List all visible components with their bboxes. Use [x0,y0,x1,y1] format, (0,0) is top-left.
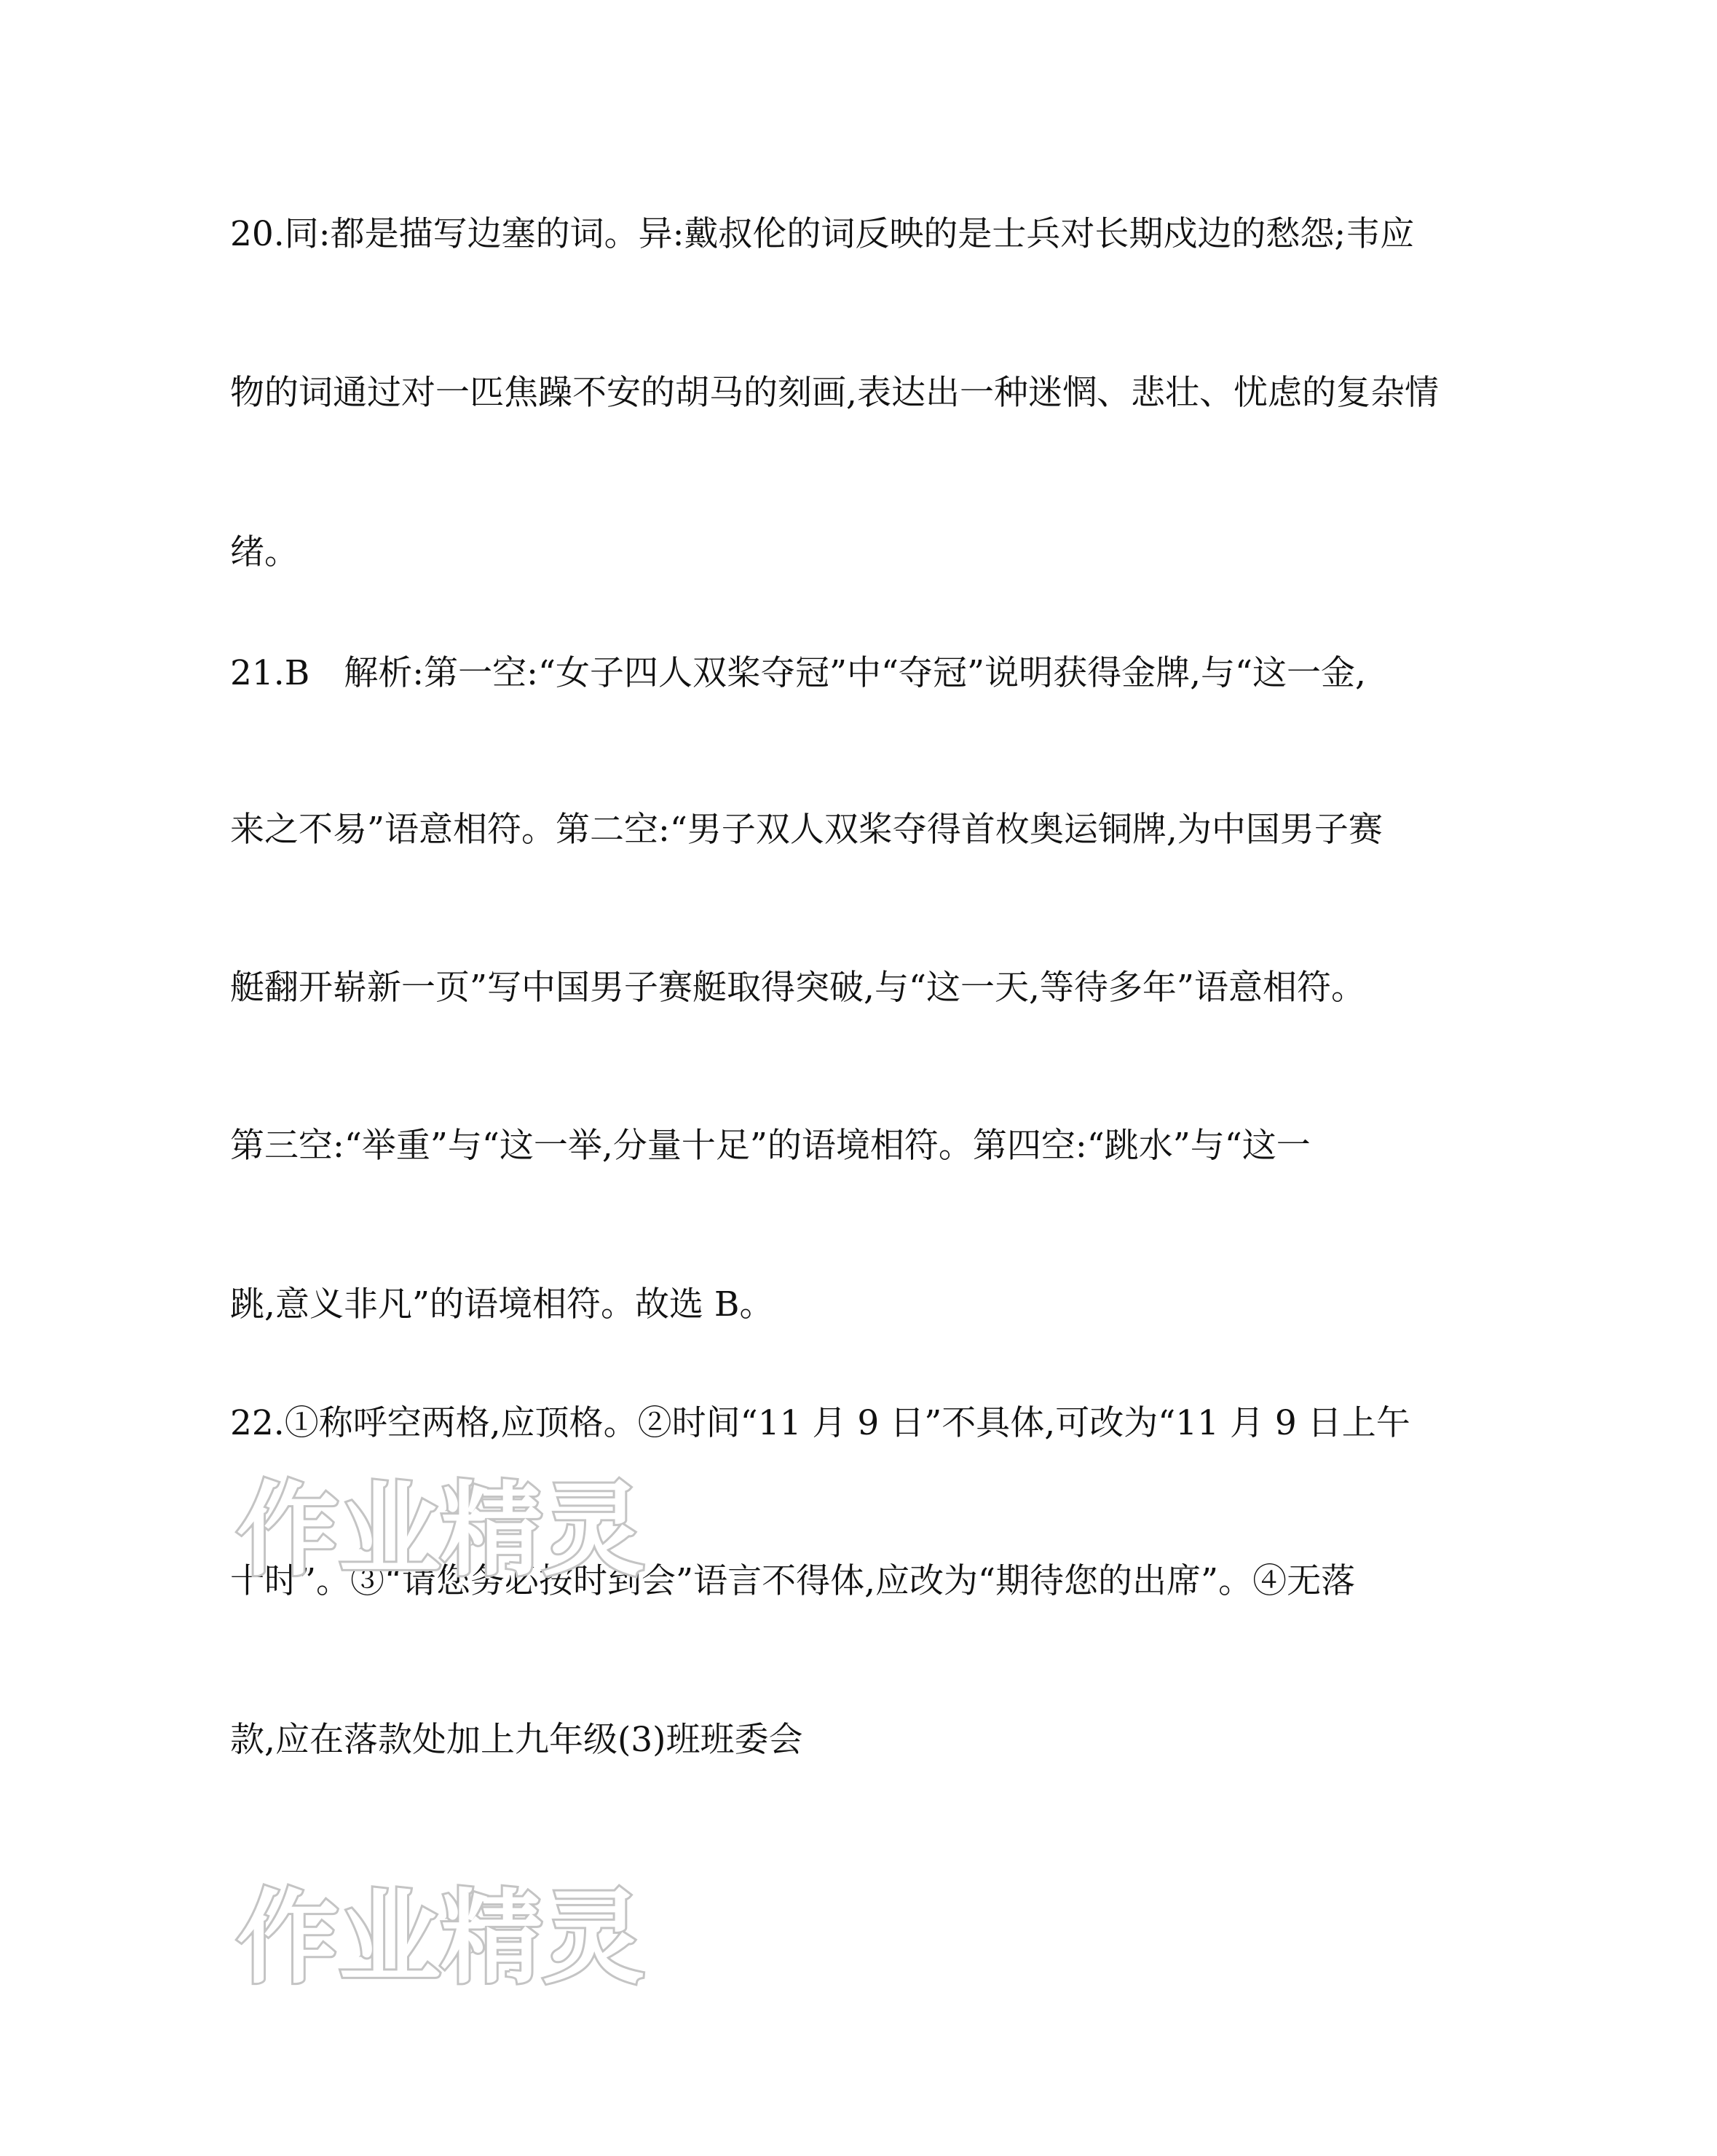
answer-21-line-3: 艇翻开崭新一页”写中国男子赛艇取得突破,与“这一天,等待多年”语意相符。 [230,968,1365,1008]
watermark-text: 作业精灵 [237,1472,645,1590]
answer-21-line-2: 来之不易”语意相符。第二空:“男子双人双桨夺得首枚奥运铜牌,为中国男子赛 [230,810,1383,850]
answer-20-line-3: 绪。 [230,532,299,572]
answer-20-line-1: 20.同:都是描写边塞的词。异:戴叔伦的词反映的是士兵对长期戍边的愁怨;韦应 [230,214,1415,254]
answer-22-line-3: 款,应在落款处加上九年级(3)班班委会 [230,1720,803,1760]
watermark-text: 作业精灵 [237,1879,645,1998]
answer-22-line-1: 22.①称呼空两格,应顶格。②时间“11 月 9 日”不具体,可改为“11 月 9 日上午 [230,1403,1410,1443]
answer-20-line-2: 物的词通过对一匹焦躁不安的胡马的刻画,表达出一种迷惘、悲壮、忧虑的复杂情 [230,373,1439,413]
answer-21-line-1: 21.B 解析:第一空:“女子四人双桨夺冠”中“夺冠”说明获得金牌,与“这一金, [230,653,1366,693]
answer-22-line-2: 十时”。③“请您务必按时到会”语言不得体,应改为“期待您的出席”。④无落 [230,1561,1356,1601]
answer-21-line-5: 跳,意义非凡”的语境相符。故选 B。 [230,1284,774,1324]
answer-21-line-4: 第三空:“举重”与“这一举,分量十足”的语境相符。第四空:“跳水”与“这一 [230,1126,1311,1166]
watermark-logo [237,1879,645,1998]
